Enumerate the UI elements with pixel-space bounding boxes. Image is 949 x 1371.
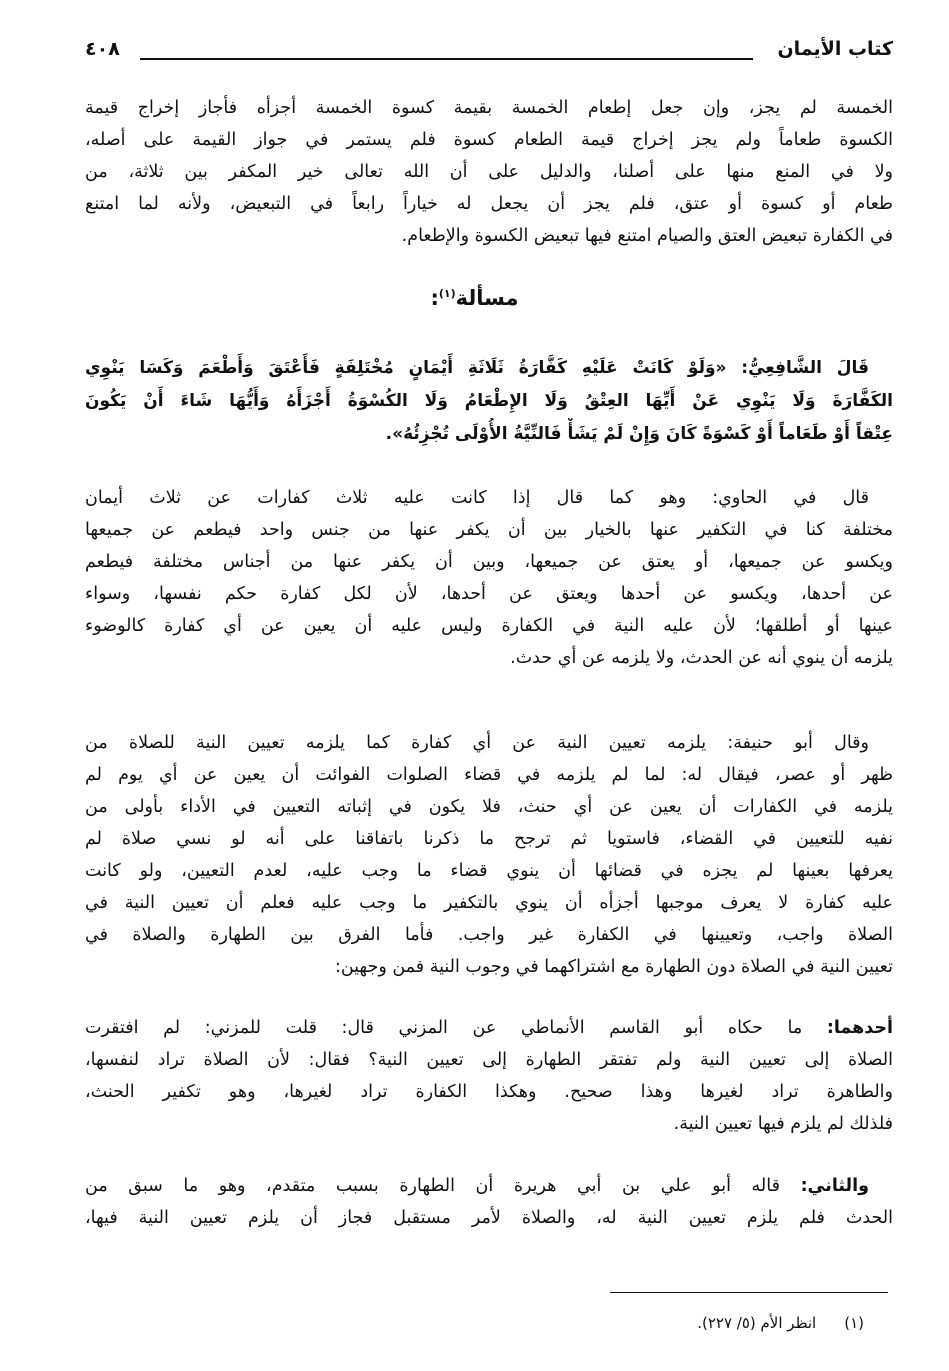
text-line bbox=[85, 1012, 893, 1044]
heading-text: مسألة bbox=[455, 286, 519, 310]
text-line: يلزمه في الكفارات أن يعين عن أي حنث، فلا يكون في إثباته التعيين في الأداء بأولى من bbox=[85, 797, 893, 817]
header-rule bbox=[140, 58, 753, 60]
text-line: مختلفة كنا في التكفير عنها بالخيار بين أن يكفر عنها من جنس واحد فيطعم عن جميعها bbox=[85, 520, 893, 540]
paragraph-2 bbox=[85, 482, 893, 674]
text-line: يلزمه أن ينوي أنه عن الحدث، ولا يلزمه عن أي حدث. bbox=[510, 648, 893, 668]
text-line: تعيين النية في الصلاة دون الطهارة مع اشتراكهما في وجوب النية فمن وجهين: bbox=[334, 957, 893, 977]
text-line: والطاهرة تراد لغيرها وهذا صحيح. وهكذا الكفارة تراد لغيرها، وهو تكفير الحنث، bbox=[85, 1082, 893, 1102]
text-line: ظهر أو عصر، فيقال له: لما لم يلزمه في قضاء الصلوات الفوائت أن يعين عن أي يوم لم bbox=[85, 765, 893, 785]
footnote-ref: (١) bbox=[438, 287, 456, 300]
section-heading bbox=[0, 286, 949, 310]
running-header bbox=[85, 38, 893, 68]
text-line: وقال أبو حنيفة: يلزمه تعيين النية عن أي كفارة كما يلزمه تعيين النية للصلاة من bbox=[85, 733, 869, 753]
text-line: طعام أو كسوة أو عتق، فلم يجز أن يجعل له خياراً رابعاً في التبعيض، ولأنه لما امتنع bbox=[85, 194, 893, 214]
text-line: عينها أو أطلقها؛ لأن عليه النية في الكفارة وليس عليه أن يعين عن أي كفارة كالوضوء bbox=[85, 616, 893, 636]
paragraph-4 bbox=[85, 1012, 893, 1140]
heading-colon: : bbox=[430, 286, 439, 310]
text-line: الحدث فلم يلزم تعيين النية له، والصلاة لأمر مستقبل فجاز أن يلزم تعيين النية فيها، bbox=[85, 1208, 893, 1228]
text-line: الصلاة واجب، وتعيينها في الكفارة غير واجب. فأما الفرق بين الطهارة والصلاة في bbox=[85, 925, 893, 945]
text-line: نفيه للتعيين في القضاء، فاستويا ثم ترجح ما ذكرنا باتفاقنا على أنه لو نسي صلاة لم bbox=[85, 829, 893, 849]
book-title: كتاب الأيمان bbox=[777, 38, 893, 60]
text-line: عِتْقاً أَوْ طَعَاماً أَوْ كَسْوَةً كَانَ وَإِنْ لَمْ يَشَأْ فَالنِّيَّةُ الأُوْلَى تُجْزِئُهُ». bbox=[385, 424, 893, 444]
footnote bbox=[669, 1314, 864, 1332]
text-line: ولا في المنع منها على أصلنا، والدليل على أن الله تعالى خير المكفر بين ثلاثة، من bbox=[85, 162, 893, 182]
paragraph-5 bbox=[85, 1170, 893, 1234]
text-line: عن أحدها، ويكسو عن أحدها ويعتق عن أحدها، لأن لكل كفارة حكم نفسها، وسواء bbox=[85, 584, 893, 604]
page-number: ٤٠٨ bbox=[85, 38, 120, 60]
lead-term: أحدهما: bbox=[826, 1018, 893, 1038]
lead-term: والثاني: bbox=[800, 1176, 869, 1196]
text-line: قَالَ الشَّافِعِيُّ: «وَلَوْ كَانَتْ عَلَيْهِ كَفَّارَةُ ثَلَاثَةِ أَيْمَانٍ مُخْتَلِفَةٍ فَأَعْتَقَ وَأَطْعَمَ وَكَسَا يَنْوِي bbox=[85, 358, 869, 378]
text-line: ويكسو عن جميعها، أو يعتق عن جميعها، وبين أن يكفر عنها من أجناس مختلفة فيطعم bbox=[85, 552, 893, 572]
text-line: الكسوة طعاماً ولم يجز إخراج قيمة الطعام كسوة فلم يستمر في جواز القيمة على أصله، bbox=[85, 130, 893, 150]
text-line: فلذلك لم يلزم فيها تعيين النية. bbox=[673, 1114, 893, 1134]
line-text: قاله أبو علي بن أبي هريرة أن الطهارة بسبب متقدم، وهو ما سبق من bbox=[85, 1176, 801, 1196]
text-line: عليه كفارة لا يعرف موجبها أجزأه أن ينوي بالتكفير ما وجب عليه فعلم أن تعيين النية في bbox=[85, 893, 893, 913]
footnote-marker: (١) bbox=[844, 1314, 864, 1332]
line-text: ما حكاه أبو القاسم الأنماطي عن المزني قال: قلت للمزني: لم افتقرت bbox=[85, 1018, 827, 1038]
text-line: الخمسة لم يجز، وإن جعل إطعام الخمسة بقيمة كسوة الخمسة أجزأه فأجاز إخراج قيمة bbox=[85, 98, 893, 118]
footnote-text: انظر الأم (٥/ ٢٢٧). bbox=[697, 1314, 817, 1332]
text-line: يعرفها بعينها لم يجزه في قضائها أن ينوي قضاء ما وجب عليه، لعدم التعيين، ولو كانت bbox=[85, 861, 893, 881]
text-line: الصلاة إلى تعيين النية ولم تفتقر الطهارة إلى تعيين النية؟ فقال: لأن الصلاة تراد لنفسها، bbox=[85, 1050, 893, 1070]
paragraph-1 bbox=[85, 92, 893, 252]
text-line: الكَفَّارَةَ وَلَا يَنْوِي عَنْ أَيِّهَا العِتْقُ وَلَا الإِطْعَامُ وَلَا الكُسْوَةُ أَجْزَأَهُ وَأَيُّهَا شَاءَ أَنْ يَكُونَ bbox=[85, 391, 893, 411]
paragraph-3 bbox=[85, 727, 893, 983]
text-line: قال في الحاوي: وهو كما قال إذا كانت عليه ثلاث كفارات عن ثلاث أيمان bbox=[85, 488, 869, 508]
quote-paragraph bbox=[85, 352, 893, 451]
footnote-separator bbox=[610, 1292, 888, 1293]
text-line bbox=[85, 1170, 893, 1202]
text-line: في الكفارة تبعيض العتق والصيام امتنع فيها تبعيض الكسوة والإطعام. bbox=[401, 226, 893, 246]
